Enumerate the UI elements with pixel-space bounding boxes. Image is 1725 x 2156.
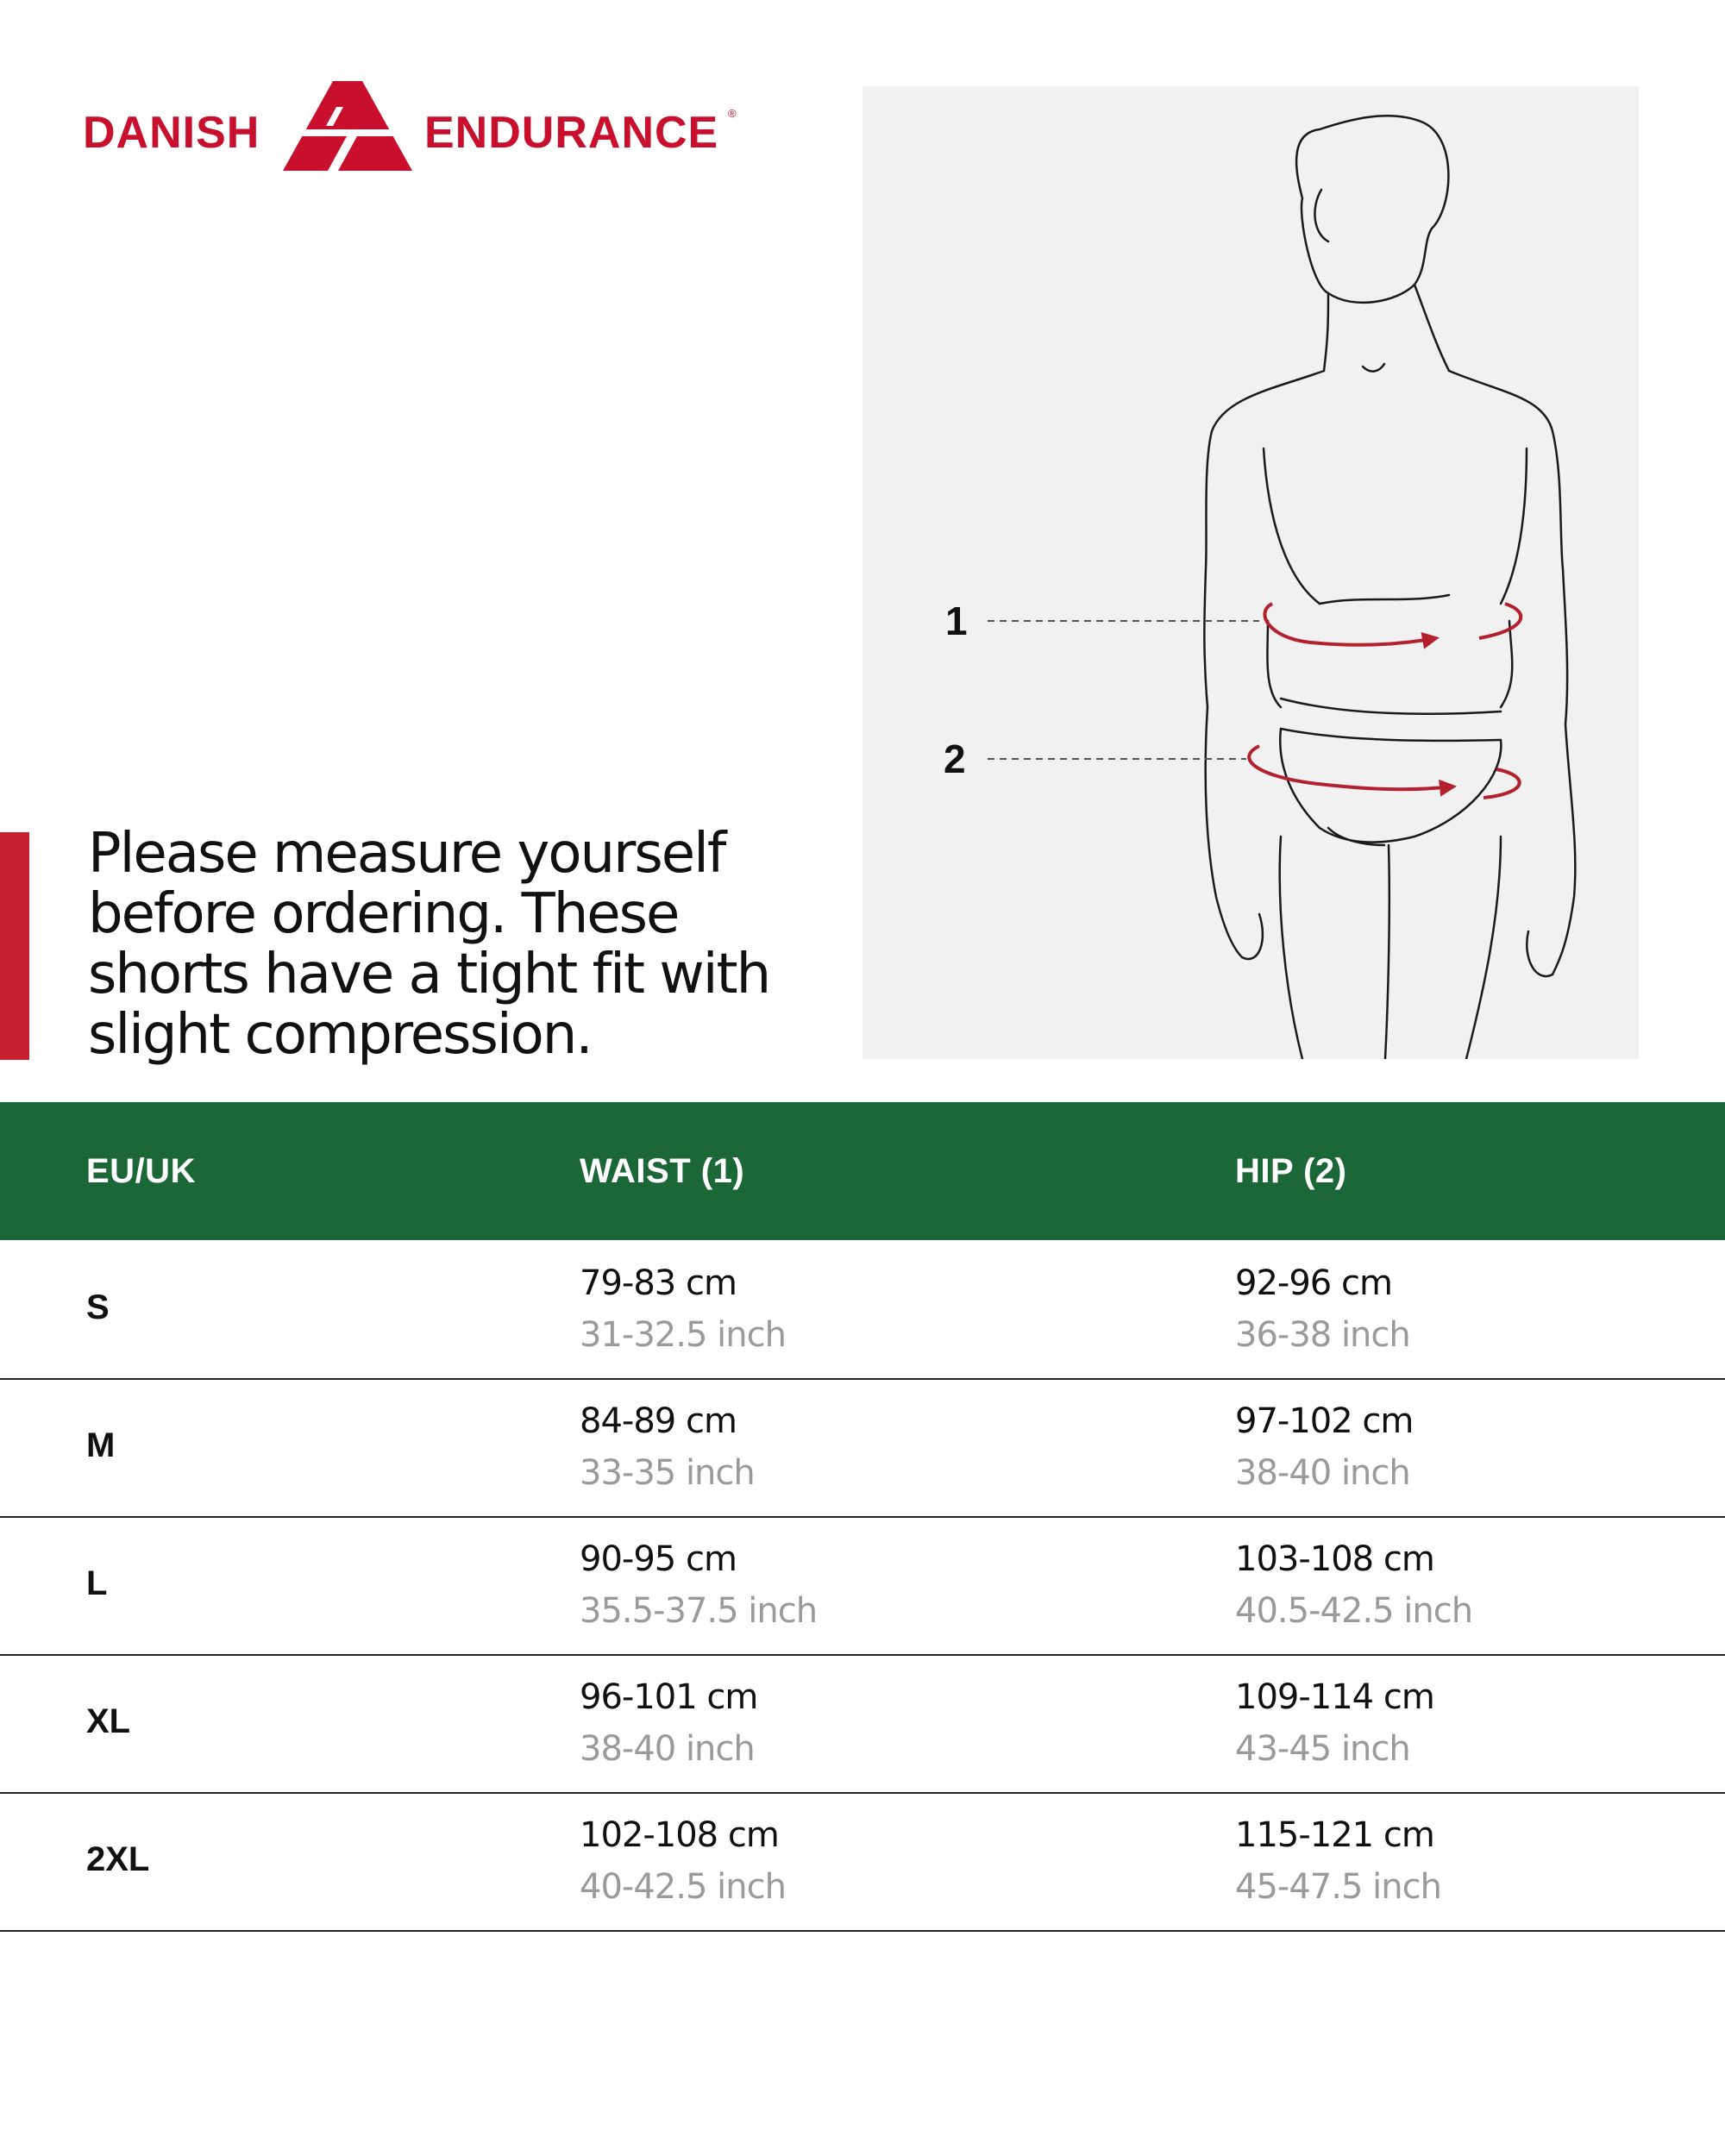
hip-inch: 38-40 inch [1235,1453,1410,1493]
waist-cm: 96-101 cm [580,1677,758,1717]
hip-cm: 115-121 cm [1235,1815,1434,1855]
table-row [0,1516,1725,1656]
waist-inch: 40-42.5 inch [580,1867,786,1907]
hip-cell [1235,1811,1441,1915]
hip-inch: 45-47.5 inch [1235,1867,1441,1907]
header-size: EU/UK [86,1152,196,1190]
hip-cm: 92-96 cm [1235,1263,1392,1303]
waist-cm: 79-83 cm [580,1263,737,1303]
measurement-figure [862,86,1639,1059]
hip-inch: 36-38 inch [1235,1315,1410,1355]
brand-logo [83,81,756,176]
size-label: 2XL [86,1840,150,1878]
table-row [0,1654,1725,1794]
size-label: L [86,1564,108,1602]
waist-cell [580,1811,786,1915]
waist-cell [580,1673,757,1777]
waist-cell [580,1397,755,1501]
waist-cell [580,1259,786,1363]
registered-mark: ® [728,107,737,120]
mountain-logo-icon [283,81,412,171]
header-hip: HIP (2) [1235,1152,1347,1190]
body-outline-icon [862,86,1639,1059]
waist-inch: 38-40 inch [580,1729,755,1769]
intro-text: Please measure yourself before ordering. These shorts have a tight fit with slight compression. [88,822,770,1067]
hip-cm: 103-108 cm [1235,1539,1434,1579]
hip-cell [1235,1673,1434,1777]
hip-inch: 43-45 inch [1235,1729,1410,1769]
waist-cm: 90-95 cm [580,1539,737,1579]
hip-cell [1235,1535,1472,1639]
table-row [0,1378,1725,1518]
table-row [0,1792,1725,1932]
marker-1-label: 1 [945,599,968,643]
brand-name-left: DANISH [83,108,260,158]
waist-cell [580,1535,817,1639]
brand-name-right: ENDURANCE [424,108,719,158]
table-row [0,1240,1725,1380]
hip-cell [1235,1397,1413,1501]
marker-2-label: 2 [944,736,966,781]
table-header [0,1102,1725,1240]
hip-cm: 109-114 cm [1235,1677,1434,1717]
size-label: XL [86,1702,131,1740]
size-label: M [86,1426,116,1464]
waist-inch: 31-32.5 inch [580,1315,786,1355]
waist-inch: 33-35 inch [580,1453,755,1493]
header-waist: WAIST (1) [580,1152,745,1190]
waist-inch: 35.5-37.5 inch [580,1591,818,1631]
accent-bar [0,832,29,1060]
hip-cell [1235,1259,1410,1363]
size-label: S [86,1288,110,1326]
waist-cm: 102-108 cm [580,1815,779,1855]
waist-cm: 84-89 cm [580,1401,737,1441]
hip-cm: 97-102 cm [1235,1401,1414,1441]
hip-inch: 40.5-42.5 inch [1235,1591,1473,1631]
